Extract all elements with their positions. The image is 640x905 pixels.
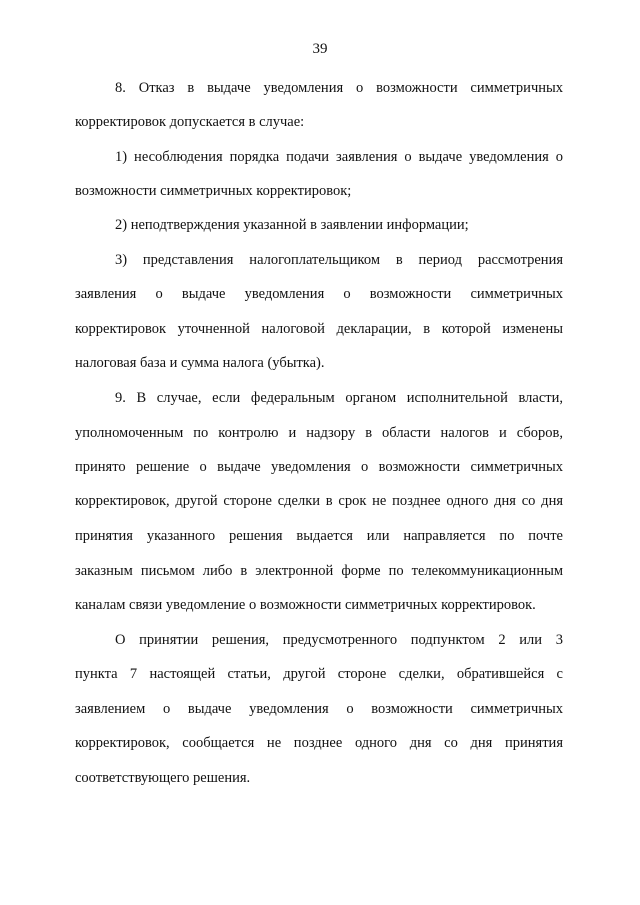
clause-8-item-3-line: корректировок уточненной налоговой декларации, в которой изменены [75, 321, 563, 337]
clause-8-item-3-line: заявления о выдаче уведомления о возможности симметричных [75, 286, 563, 302]
clause-8-item-3-line: 3) представления налогоплательщиком в период рассмотрения [115, 252, 563, 268]
clause-8-item-1-line: возможности симметричных корректировок; [75, 183, 352, 199]
clause-8-line: 8. Отказ в выдаче уведомления о возможности симметричных [115, 80, 563, 96]
clause-8-item-3-line: налоговая база и сумма налога (убытка). [75, 355, 325, 371]
clause-8-item-1-line: 1) несоблюдения порядка подачи заявления о выдаче уведомления о [115, 149, 563, 165]
clause-9-line: заказным письмом либо в электронной форме по телекоммуникационным [75, 563, 563, 579]
decision-paragraph-line: заявлением о выдаче уведомления о возможности симметричных [75, 701, 563, 717]
clause-8-item-2-line: 2) неподтверждения указанной в заявлении информации; [115, 217, 469, 233]
clause-9-line: принятия указанного решения выдается или направляется по почте [75, 528, 563, 544]
decision-paragraph-line: О принятии решения, предусмотренного подпунктом 2 или 3 [115, 632, 563, 648]
decision-paragraph-line: соответствующего решения. [75, 770, 251, 786]
clause-8-line: корректировок допускается в случае: [75, 114, 305, 130]
clause-9-line: уполномоченным по контролю и надзору в области налогов и сборов, [75, 425, 563, 441]
clause-9-line: принято решение о выдаче уведомления о возможности симметричных [75, 459, 563, 475]
decision-paragraph-line: пункта 7 настоящей статьи, другой стороне сделки, обратившейся с [75, 666, 563, 682]
decision-paragraph-line: корректировок, сообщается не позднее одного дня со дня принятия [75, 735, 563, 751]
clause-9-line: 9. В случае, если федеральным органом исполнительной власти, [115, 390, 563, 406]
page-number: 39 [312, 41, 328, 57]
clause-9-line: каналам связи уведомление о возможности симметричных корректировок. [75, 597, 536, 613]
clause-9-line: корректировок, другой стороне сделки в срок не позднее одного дня со дня [75, 493, 563, 509]
